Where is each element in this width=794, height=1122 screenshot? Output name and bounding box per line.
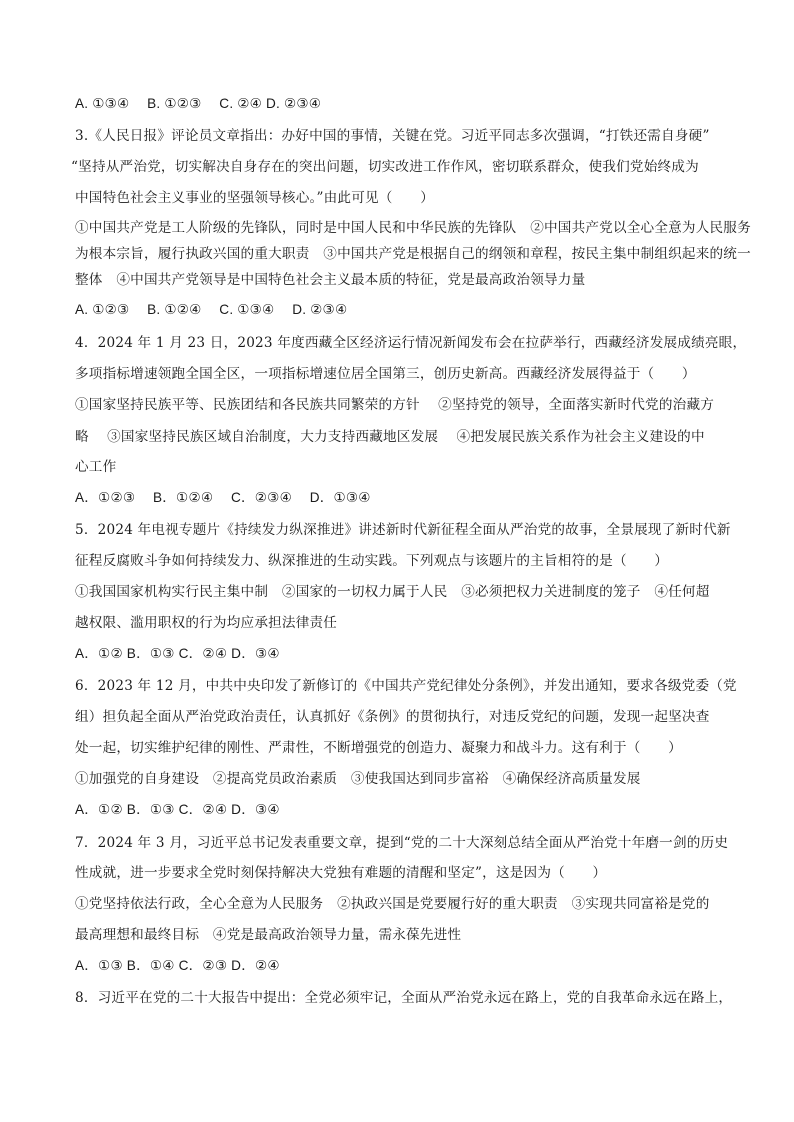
question-6-options: A．①② B．①③ C．②④ D．③④ — [75, 802, 280, 817]
question-3-choice-line-3: 整体 ④中国共产党领导是中国特色社会主义最本质的特征，党是最高政治领导力量 — [75, 272, 586, 288]
question-4-stem-line-2: 多项指标增速领跑全国全区，一项指标增速位居全国第三，创历史新高。西藏经济发展得益于（ ） — [75, 366, 696, 382]
question-3-stem-line-1: 3.《人民日报》评论员文章指出：办好中国的事情，关键在党。习近平同志多次强调，“打铁还需自身硬” — [75, 128, 710, 144]
question-7-options: A．①③ B．①④ C．②③ D．②④ — [75, 958, 280, 973]
question-6-stem-line-2: 组）担负起全面从严治党政治责任，认真抓好《条例》的贯彻执行，对违反党纪的问题，发现一起坚决查 — [75, 709, 710, 725]
question-3-choice-line-1: ①中国共产党是工人阶级的先锋队，同时是中国人民和中华民族的先锋队 ②中国共产党以全心全意为人民服务 — [75, 220, 751, 236]
question-7-stem-line-2: 性成就，进一步要求全党时刻保持解决大党独有难题的清醒和坚定”，这是因为（ ） — [75, 865, 607, 881]
question-5-options: A．①② B．①③ C．②④ D．③④ — [75, 646, 280, 661]
question-4-options: A．①②③ B．①②④ C．②③④ D．①③④ — [75, 490, 371, 505]
question-6-stem-line-1: 6．2023 年 12 月，中共中央印发了新修订的《中国共产党纪律处分条例》，并发出通知，要求各级党委（党 — [75, 678, 737, 694]
question-4-choice-line-2: 略 ③国家坚持民族区域自治制度，大力支持西藏地区发展 ④把发展民族关系作为社会主义建设的中 — [75, 429, 705, 445]
question-7-choice-line-1: ①党坚持依法行政，全心全意为人民服务 ②执政兴国是党要履行好的重大职责 ③实现共同富裕是党的 — [75, 896, 710, 912]
question-3-choice-line-2: 为根本宗旨，履行执政兴国的重大职责 ③中国共产党是根据自己的纲领和章程，按民主集中制组织起来的统一 — [75, 246, 751, 262]
question-3-options: A. ①②③ B. ①②④ C. ①③④ D. ②③④ — [75, 302, 348, 317]
question-3-stem-line-3: 中国特色社会主义事业的坚强领导核心。”由此可见（ ） — [75, 190, 434, 206]
question-7-stem-line-1: 7．2024 年 3 月，习近平总书记发表重要文章，提到“党的二十大深刻总结全面从严治党十年磨一剑的历史 — [75, 835, 729, 851]
question-3-stem-line-2: “坚持从严治党，切实解决自身存在的突出问题，切实改进工作作风，密切联系群众，使我们党始终成为 — [71, 159, 699, 175]
question-4-stem-line-1: 4．2024 年 1 月 23 日，2023 年度西藏全区经济运行情况新闻发布会在拉萨举行，西藏经济发展成绩亮眼， — [75, 335, 747, 351]
question-6-choice-line-1: ①加强党的自身建设 ②提高党员政治素质 ③使我国达到同步富裕 ④确保经济高质量发展 — [75, 771, 641, 787]
question-4-choice-line-1: ①国家坚持民族平等、民族团结和各民族共同繁荣的方针 ②坚持党的领导，全面落实新时代党的治藏方 — [75, 397, 715, 413]
question-4-choice-line-3: 心工作 — [75, 459, 117, 475]
question-5-stem-line-2: 征程反腐败斗争如何持续发力、纵深推进的生动实践。下列观点与该题片的主旨相符的是（ ） — [75, 553, 669, 569]
question-5-choice-line-1: ①我国国家机构实行民主集中制 ②国家的一切权力属于人民 ③必须把权力关进制度的笼子 ④任何超 — [75, 584, 710, 600]
question-6-stem-line-3: 处一起，切实维护纪律的刚性、严肃性，不断增强党的创造力、凝聚力和战斗力。这有利于（ ） — [75, 740, 682, 756]
question-5-choice-line-2: 越权限、滥用职权的行为均应承担法律责任 — [75, 615, 338, 631]
question-7-choice-line-2: 最高理想和最终目标 ④党是最高政治领导力量，需永葆先进性 — [75, 927, 462, 943]
prev-question-options: A. ①③④ B. ①②③ C. ②④ D. ②③④ — [75, 96, 322, 111]
question-8-stem-line-1: 8．习近平在党的二十大报告中提出：全党必须牢记，全面从严治党永远在路上，党的自我革命永远在路上， — [75, 990, 733, 1006]
question-5-stem-line-1: 5．2024 年电视专题片《持续发力纵深推进》讲述新时代新征程全面从严治党的故事，全景展现了新时代新 — [75, 522, 731, 538]
